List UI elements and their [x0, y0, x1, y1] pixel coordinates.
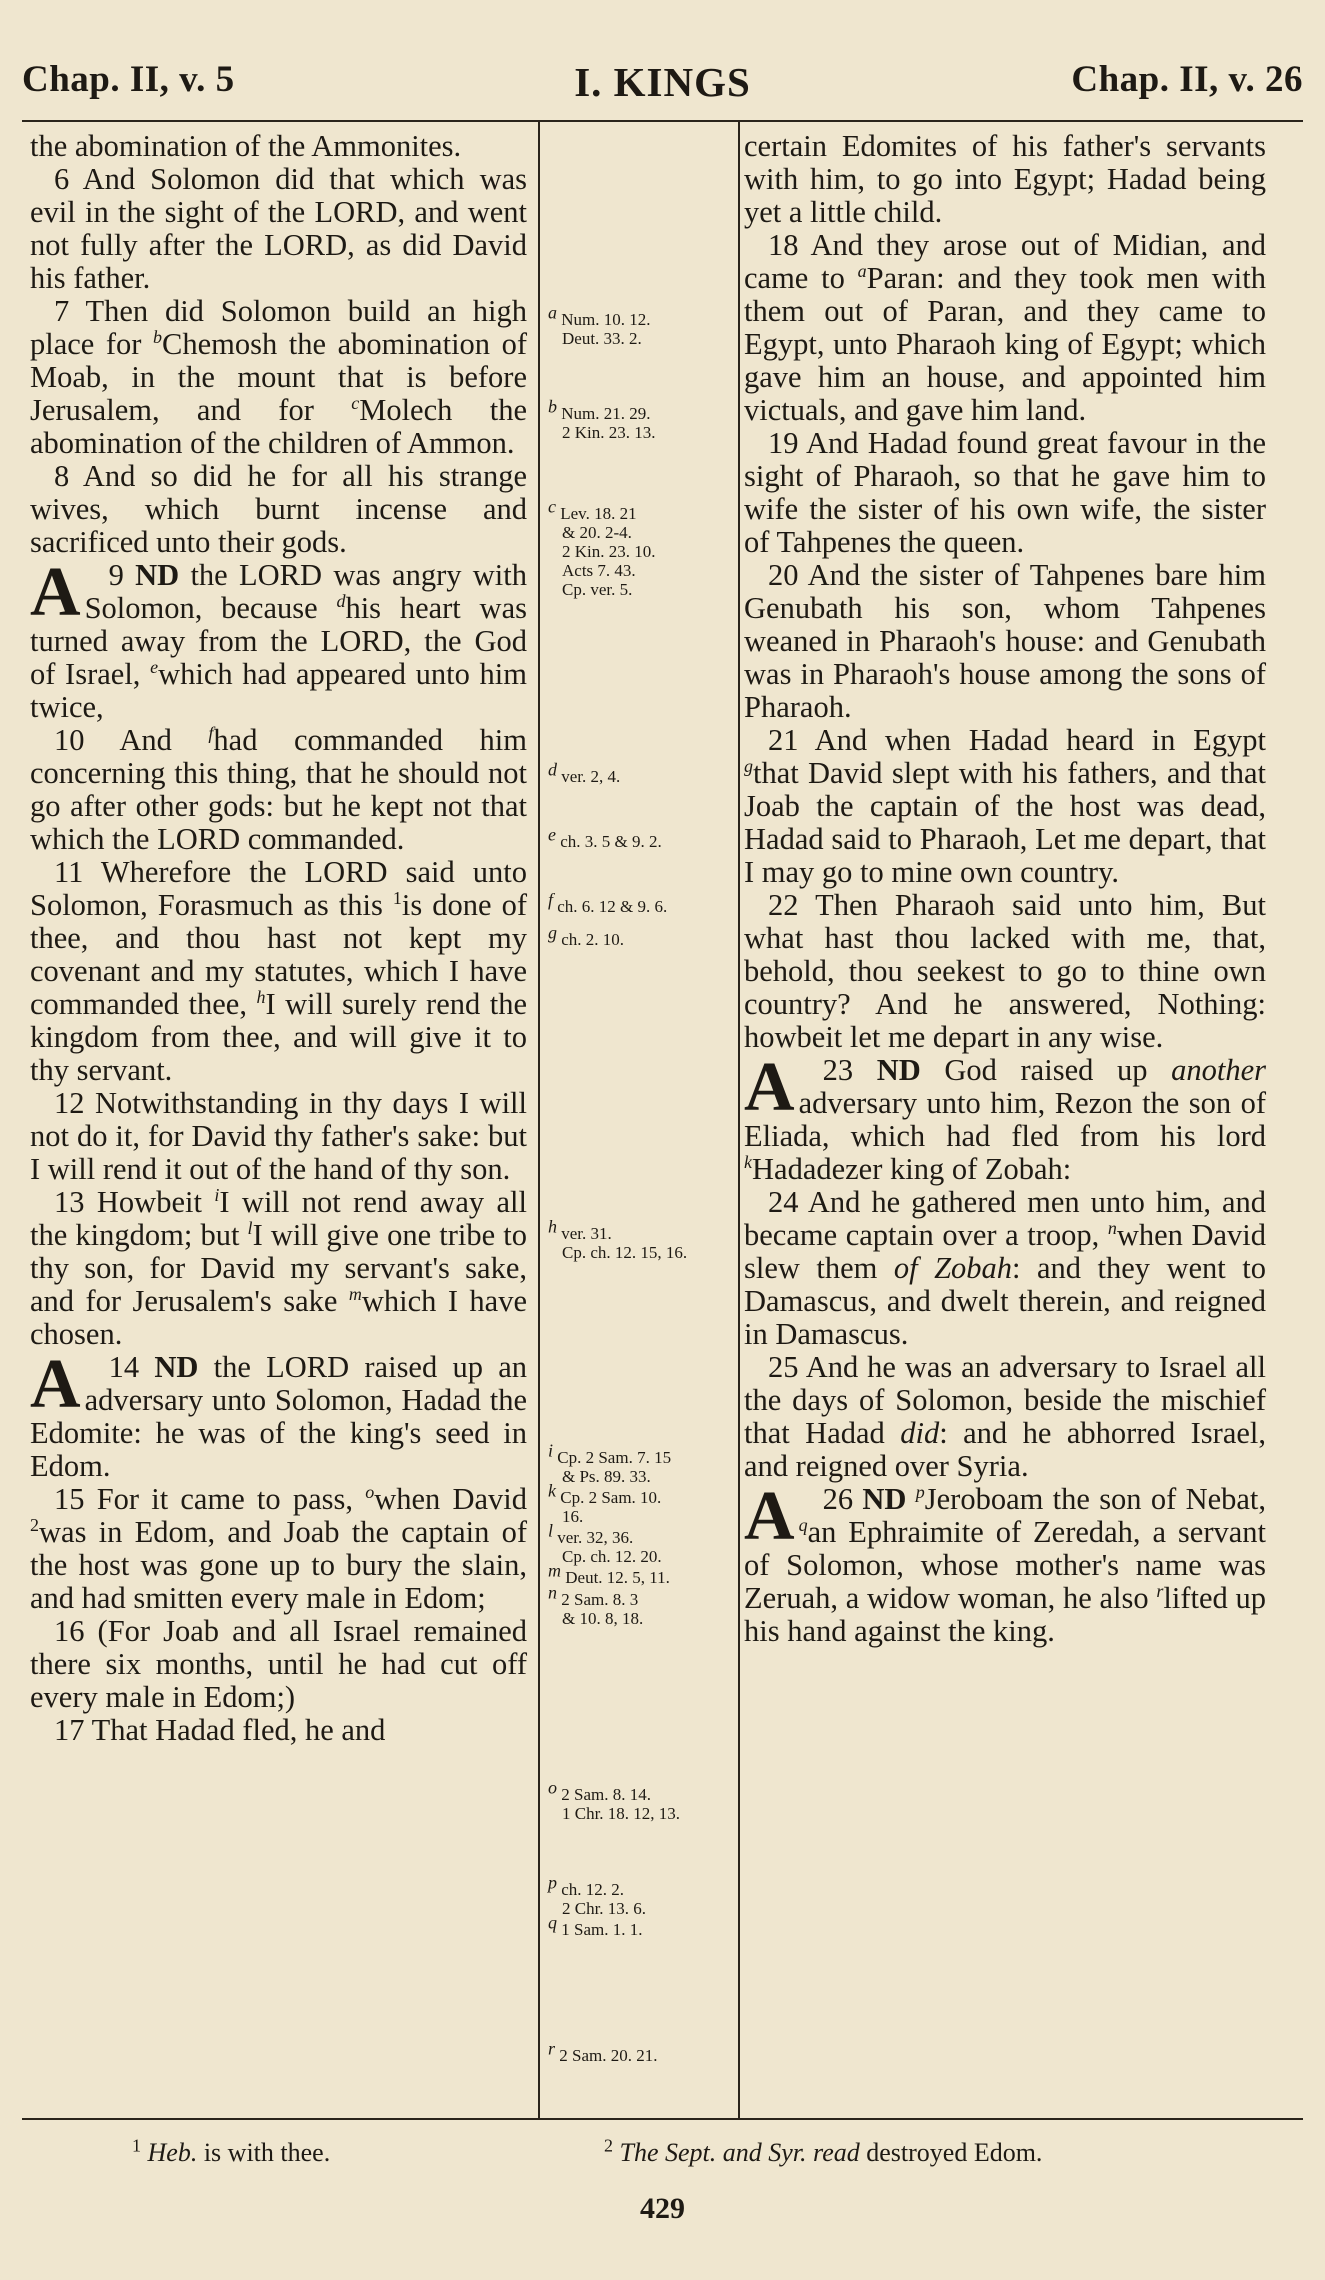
- cross-reference[interactable]: [548, 1480, 730, 1526]
- section-opening-caps: ND: [862, 1482, 907, 1516]
- ref-line: 1 Chr. 18. 12, 13.: [562, 1804, 681, 1823]
- ref-line: 1 Sam. 1. 1.: [561, 1920, 643, 1939]
- text-run: 25 And he was an adversary to Israel all the days of Solomon, beside the mischief that Hadad: [744, 1350, 1266, 1450]
- text-run: 20 And the sister of Tahpenes bare him Genubath his son, whom Tahpenes weaned in Pharaoh's house: and Genubath was in Pharaoh's house among the sons of Pharaoh.: [744, 558, 1266, 724]
- verse-number: 26: [822, 1482, 863, 1516]
- cross-reference[interactable]: [548, 824, 730, 851]
- cross-reference[interactable]: [548, 1582, 730, 1628]
- text-run: an Ephraimite of Zeredah, a servant of Solomon, whose mother's name was Zeruah, a widow woman, he also: [744, 1515, 1266, 1615]
- cross-reference[interactable]: [548, 922, 730, 949]
- italic-word: of Zobah: [893, 1251, 1013, 1285]
- text-run: Jeroboam the son of Nebat,: [924, 1482, 1267, 1516]
- ref-line: 16.: [562, 1507, 584, 1526]
- text-run: which had appeared unto him twice,: [30, 657, 527, 724]
- cross-reference[interactable]: [548, 1560, 730, 1587]
- ref-line: ch. 2. 10.: [561, 930, 625, 949]
- ref-line: Lev. 18. 21: [560, 504, 637, 523]
- cross-reference[interactable]: [548, 1912, 730, 1939]
- footer-rule: [22, 2118, 1303, 2120]
- ref-line: ver. 31.: [561, 1224, 612, 1243]
- verse-number: 23: [822, 1053, 877, 1087]
- ref-line: & Ps. 89. 33.: [562, 1467, 651, 1486]
- ref-mark[interactable]: g: [744, 755, 753, 776]
- ref-line: Cp. 2 Sam. 7. 15: [557, 1448, 672, 1467]
- text-run: 22 Then Pharaoh said unto him, But what hast thou lacked with me, that, behold, thou seekest to go to thine own country? And he answered, Nothing: howbeit let me depart in any wise.: [744, 888, 1266, 1054]
- cross-reference[interactable]: [548, 759, 730, 786]
- ref-line: ver. 32, 36.: [557, 1528, 634, 1547]
- ref-line: 2 Sam. 20. 21.: [559, 2046, 658, 2065]
- footnote-number: 1: [132, 2135, 141, 2156]
- divine-name: LORD: [239, 558, 323, 592]
- cross-reference[interactable]: [548, 2038, 730, 2065]
- ref-mark[interactable]: d: [336, 590, 346, 611]
- ref-line: 2 Kin. 23. 13.: [562, 423, 656, 442]
- footnote-2: [604, 2135, 1043, 2168]
- text-run: said unto Solomon, Forasmuch as this: [30, 855, 527, 922]
- ref-line: Deut. 33. 2.: [562, 329, 642, 348]
- text-run: the: [179, 558, 240, 592]
- section-opening-caps: ND: [154, 1350, 199, 1384]
- text-run: Hadadezer king of Zobah:: [752, 1152, 1072, 1186]
- verse-11: [30, 856, 527, 1087]
- cross-reference[interactable]: [548, 889, 730, 916]
- column-divider-left: [538, 122, 540, 2118]
- italic-word: did: [900, 1416, 940, 1450]
- text-run: lifted up his hand against the king.: [744, 1581, 1266, 1648]
- text-run: 7 Then did Solomon build an high place for: [30, 294, 527, 361]
- verse-23: [744, 1049, 1266, 1186]
- drop-cap: A: [30, 1346, 81, 1423]
- text-run: Chemosh the abomination of Moab, in the mount that is before Jerusalem, and for: [30, 327, 527, 427]
- ref-line: 2 Chr. 13. 6.: [562, 1899, 647, 1918]
- section-opening-caps: ND: [135, 558, 180, 592]
- divine-name: LORD: [266, 1350, 350, 1384]
- text-run: 16 (For Joab and all Israel remained there six months, until he had cut off every male in Edom;): [30, 1614, 527, 1714]
- ref-line: & 10. 8, 18.: [562, 1609, 644, 1628]
- text-run: that David slept with his fathers, and that Joab the captain of the host was dead, Hadad said to Pharaoh, Let me depart, that I may go to mine own country.: [744, 756, 1266, 889]
- ref-line: Deut. 12. 5, 11.: [565, 1568, 670, 1587]
- header-rule: [22, 120, 1303, 122]
- text-run: 21 And when Hadad heard in Egypt: [768, 723, 1266, 757]
- text-run: 13 Howbeit: [54, 1185, 215, 1219]
- ref-letter: d: [548, 759, 557, 780]
- footnote-text: is with thee.: [203, 2138, 331, 2167]
- footnote-1: [132, 2135, 331, 2168]
- text-run: Paran: and they took men with them out of Paran, and they came to Egypt, unto Pharaoh king of Egypt; which gave him an house, and appointed him victuals, and gave him land.: [744, 261, 1266, 427]
- text-run: the: [198, 1350, 267, 1384]
- text-run: I will surely rend the kingdom from thee, and will give it to thy servant.: [30, 987, 527, 1087]
- ref-mark[interactable]: m: [348, 1283, 362, 1304]
- text-run: commanded.: [240, 822, 405, 856]
- footnote-text: destroyed Edom.: [866, 2138, 1043, 2167]
- ref-line: ver. 2, 4.: [561, 767, 621, 786]
- verse-10: [30, 724, 527, 856]
- ref-letter: l: [548, 1520, 554, 1541]
- text-run: 12 Notwithstanding in thy days I will not do it, for David thy father's sake: but I will rend it out of the hand of thy son.: [30, 1086, 527, 1186]
- text-run: , the God of Israel,: [30, 624, 527, 691]
- text-run: is done of thee, and thou hast not kept my covenant and my statutes, which I have commanded thee,: [30, 888, 527, 1021]
- ref-mark[interactable]: a: [857, 260, 867, 281]
- drop-cap: A: [744, 1478, 795, 1555]
- text-run: I will give one tribe to thy son, for David my servant's sake, and for Jerusalem's sake: [30, 1218, 527, 1318]
- header-left-chapter-verse: Chap. II, v. 5: [22, 59, 235, 100]
- ref-mark[interactable]: h: [256, 986, 266, 1007]
- ref-mark[interactable]: f: [208, 722, 214, 743]
- ref-line: Cp. ch. 12. 15, 16.: [562, 1243, 688, 1262]
- text-run: 6 And Solomon did that which was evil in the sight of the LORD, and went not fully after the LORD, as did David his father.: [30, 162, 527, 295]
- verse-13: [30, 1186, 527, 1351]
- ref-line: ch. 12. 2.: [561, 1880, 625, 1899]
- text-run: 24 And he gathered men unto him, and became captain over a troop,: [744, 1185, 1266, 1252]
- divine-name: LORD: [157, 822, 241, 856]
- verse-19: [744, 427, 1266, 559]
- ref-letter: n: [548, 1582, 557, 1603]
- ref-line: Cp. ver. 5.: [562, 580, 633, 599]
- footnote-mark[interactable]: 2: [30, 1514, 39, 1535]
- cross-reference[interactable]: [548, 496, 730, 599]
- verse-16: [30, 1615, 527, 1714]
- text-run: the abomination of the Ammonites.: [30, 129, 462, 163]
- header-book-title: I. KINGS: [574, 59, 751, 105]
- ref-line: Acts 7. 43.: [562, 561, 636, 580]
- cross-reference[interactable]: [548, 302, 730, 348]
- ref-line: 2 Sam. 8. 3: [561, 1590, 639, 1609]
- text-run: 17 That Hadad fled, he and: [54, 1713, 386, 1747]
- verse-22: [744, 889, 1266, 1054]
- text-run: was in Edom, and Joab the captain of the host was gone up to bury the slain, and had smitten every male in Edom;: [30, 1515, 527, 1615]
- divine-name: LORD: [320, 624, 404, 658]
- cross-reference[interactable]: [548, 396, 730, 442]
- left-text-column: [30, 130, 527, 1747]
- text-run: when David: [374, 1482, 527, 1516]
- ref-line: 2 Kin. 23. 10.: [562, 542, 656, 561]
- ref-line: Cp. ch. 12. 20.: [562, 1547, 662, 1566]
- ref-line: & 20. 2-4.: [562, 523, 632, 542]
- ref-mark[interactable]: n: [1107, 1217, 1117, 1238]
- text-run: : and he abhorred Israel, and reigned over Syria.: [744, 1416, 1266, 1483]
- ref-mark[interactable]: i: [214, 1184, 220, 1205]
- verse-24: [744, 1186, 1266, 1351]
- verse-7: [30, 295, 527, 460]
- right-text-column: [744, 130, 1266, 1648]
- page-number: 429: [640, 2192, 685, 2225]
- ref-mark[interactable]: q: [798, 1514, 808, 1535]
- cross-reference[interactable]: [548, 1216, 730, 1262]
- footnote-italic: Heb.: [147, 2138, 198, 2167]
- verse-8: [30, 460, 527, 559]
- section-opening-caps: ND: [876, 1053, 921, 1087]
- ref-letter: f: [548, 889, 554, 910]
- verse-text: [744, 130, 1266, 229]
- ref-letter: o: [548, 1777, 557, 1798]
- verse-18: [744, 229, 1266, 427]
- ref-letter: k: [548, 1480, 556, 1501]
- ref-line: Cp. 2 Sam. 10.: [560, 1488, 662, 1507]
- text-run: Molech the abomination of the children of Ammon.: [30, 393, 527, 460]
- ref-letter: b: [548, 396, 557, 417]
- ref-mark[interactable]: l: [247, 1217, 253, 1238]
- header-right-chapter-verse: Chap. II, v. 26: [1071, 59, 1303, 100]
- verse-number: 14: [108, 1350, 155, 1384]
- text-run: 19 And Hadad found great favour in the sight of Pharaoh, so that he gave him to wife the sister of his own wife, the sister of Tahpenes the queen.: [744, 426, 1266, 559]
- cross-reference[interactable]: [548, 1440, 730, 1486]
- cross-reference[interactable]: [548, 1520, 730, 1566]
- ref-mark[interactable]: r: [1156, 1580, 1164, 1601]
- verse-9: [30, 554, 528, 724]
- verse-14: [30, 1346, 527, 1483]
- column-divider-right: [738, 122, 740, 2118]
- running-header: [22, 58, 1303, 108]
- verse-12: [30, 1087, 527, 1186]
- text-run: 18 And they arose out of Midian, and came to: [744, 228, 1266, 295]
- ref-letter: i: [548, 1440, 554, 1461]
- text-run: 15 For it came to pass,: [54, 1482, 366, 1516]
- ref-letter: g: [548, 922, 557, 943]
- text-run: when David slew them: [744, 1218, 1266, 1285]
- ref-letter: c: [548, 496, 556, 517]
- cross-reference[interactable]: [548, 1872, 730, 1918]
- ref-mark[interactable]: p: [915, 1481, 925, 1502]
- verse-17: [30, 1714, 527, 1747]
- verse-15: [30, 1483, 527, 1615]
- ref-line: Num. 21. 29.: [561, 404, 651, 423]
- ref-line: ch. 6. 12 & 9. 6.: [557, 897, 668, 916]
- ref-mark[interactable]: c: [351, 392, 360, 413]
- ref-mark[interactable]: k: [744, 1151, 752, 1172]
- verse-20: [744, 559, 1266, 724]
- ref-letter: q: [548, 1912, 557, 1933]
- text-run: 8 And so did he for all his strange wives, which burnt incense and sacrificed unto their gods.: [30, 459, 527, 559]
- text-run: was angry with Solomon, because: [84, 558, 528, 625]
- text-run: God raised up: [920, 1053, 1172, 1087]
- text-run: I will not rend away all the kingdom; but: [30, 1185, 528, 1252]
- ref-mark[interactable]: b: [153, 326, 162, 347]
- ref-letter: e: [548, 824, 556, 845]
- text-run: certain Edomites of his father's servants with him, to go into Egypt; Hadad being yet a little child.: [744, 129, 1266, 229]
- footnote-italic: The Sept. and Syr. read: [619, 2138, 860, 2167]
- text-run: 10 And: [54, 723, 209, 757]
- ref-line: 2 Sam. 8. 14.: [561, 1785, 651, 1804]
- verse-25: [744, 1351, 1266, 1483]
- footnote-number: 2: [604, 2135, 613, 2156]
- verse-text: [30, 130, 527, 163]
- ref-mark[interactable]: o: [365, 1481, 375, 1502]
- drop-cap: A: [744, 1049, 795, 1126]
- italic-word: another: [1171, 1053, 1266, 1087]
- text-run: : and they went to Damascus, and dwelt therein, and reigned in Damascus.: [744, 1251, 1266, 1351]
- ref-letter: m: [548, 1560, 561, 1581]
- ref-letter: r: [548, 2038, 556, 2059]
- drop-cap: A: [30, 554, 81, 631]
- verse-21: [744, 724, 1266, 889]
- text-run: which I have chosen.: [30, 1284, 527, 1351]
- text-run: adversary unto him, Rezon the son of Eliada, which had fled from his lord: [744, 1086, 1266, 1153]
- text-run: had commanded him concerning this thing, that he should not go after other gods: but he kept not that which the: [30, 723, 527, 856]
- footnote-mark[interactable]: 1: [392, 887, 402, 908]
- verse-6: [30, 163, 527, 295]
- text-run: his heart was turned away from the: [30, 591, 527, 658]
- ref-letter: h: [548, 1216, 557, 1237]
- text-run: [906, 1482, 915, 1516]
- ref-letter: a: [548, 302, 557, 323]
- divine-name: LORD: [304, 855, 388, 889]
- ref-mark[interactable]: e: [150, 656, 159, 677]
- verse-number: 9: [108, 558, 136, 592]
- verse-26: [744, 1478, 1267, 1648]
- text-run: raised up an adversary unto Solomon, Hadad the Edomite: he was of the king's seed in Edom.: [30, 1350, 527, 1483]
- ref-line: ch. 3. 5 & 9. 2.: [560, 832, 662, 851]
- cross-reference[interactable]: [548, 1777, 730, 1823]
- text-run: 11 Wherefore the: [54, 855, 305, 889]
- ref-letter: p: [548, 1872, 557, 1893]
- ref-line: Num. 10. 12.: [561, 310, 651, 329]
